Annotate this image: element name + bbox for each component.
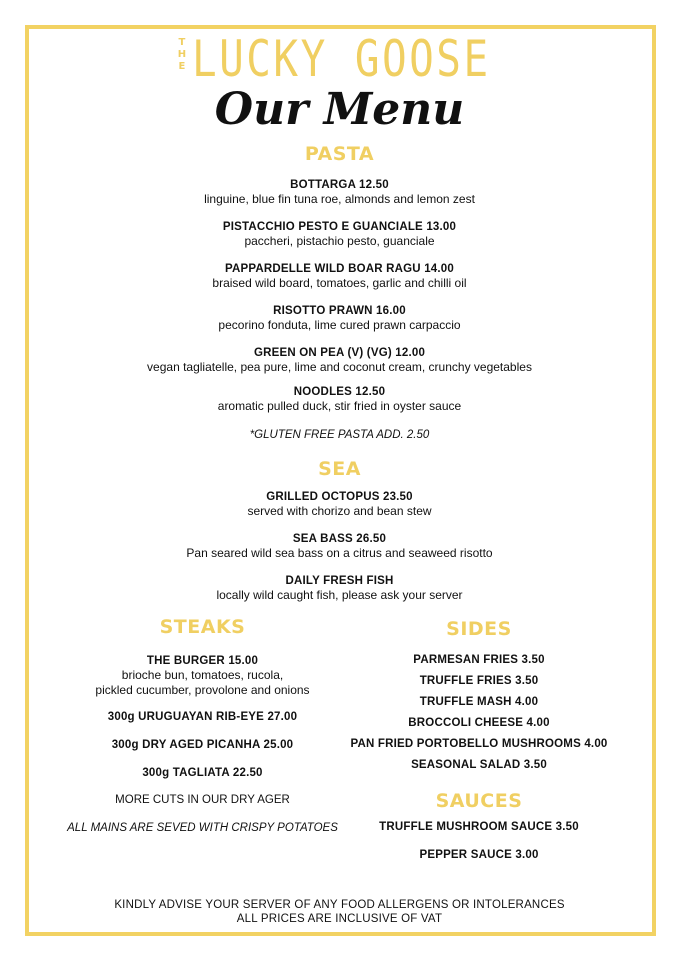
- item-desc: Pan seared wild sea bass on a citrus and seaweed risotto: [186, 546, 493, 560]
- item-name: RISOTTO PRAWN 16.00: [273, 305, 406, 317]
- menu-item: [70, 654, 335, 698]
- item-desc: paccheri, pistachio pesto, guanciale: [244, 234, 435, 248]
- menu-item: [0, 574, 679, 603]
- item-name: NOODLES 12.50: [293, 386, 386, 398]
- menu-item: [0, 346, 679, 375]
- menu-item: [0, 532, 679, 561]
- side-item: BROCCOLI CHEESE 4.00: [408, 717, 550, 729]
- logo-the: [177, 37, 187, 73]
- steak-item: 300g DRY AGED PICANHA 25.00: [111, 739, 294, 751]
- item-name: SEA BASS 26.50: [292, 533, 387, 545]
- footer: [0, 898, 679, 926]
- menu-item: [0, 262, 679, 291]
- item-desc: locally wild caught fish, please ask your server: [216, 588, 463, 602]
- steak-item: 300g TAGLIATA 22.50: [142, 767, 263, 779]
- gluten-free-note: *GLUTEN FREE PASTA ADD. 2.50: [249, 429, 430, 441]
- item-desc: vegan tagliatelle, pea pure, lime and coconut cream, crunchy vegetables: [147, 360, 532, 374]
- item-name: GREEN ON PEA (V) (VG) 12.00: [253, 347, 426, 359]
- menu-item: [0, 220, 679, 249]
- item-desc: aromatic pulled duck, stir fried in oyster sauce: [217, 399, 462, 413]
- side-item: PARMESAN FRIES 3.50: [413, 654, 545, 666]
- item-desc: served with chorizo and bean stew: [247, 504, 432, 518]
- item-desc: pickled cucumber, provolone and onions: [95, 683, 310, 697]
- sauce-item: PEPPER SAUCE 3.00: [419, 849, 539, 861]
- item-name: THE BURGER 15.00: [146, 655, 259, 667]
- item-name: BOTTARGA 12.50: [290, 179, 389, 191]
- footer-vat-line: ALL PRICES ARE INCLUSIVE OF VAT: [236, 913, 443, 925]
- mains-note: ALL MAINS ARE SEVED WITH CRISPY POTATOES: [67, 822, 338, 834]
- logo-wordmark: LUCKY GOOSE: [191, 30, 491, 88]
- side-item: SEASONAL SALAD 3.50: [411, 759, 547, 771]
- logo-the-letter: T: [178, 37, 186, 48]
- footer-allergen-line: KINDLY ADVISE YOUR SERVER OF ANY FOOD ALLERGENS OR INTOLERANCES: [114, 899, 565, 911]
- section-title-pasta: PASTA: [304, 143, 375, 165]
- item-desc: brioche bun, tomatoes, rucola,: [121, 668, 284, 682]
- item-name: GRILLED OCTOPUS 23.50: [266, 491, 413, 503]
- item-desc: pecorino fonduta, lime cured prawn carpaccio: [218, 318, 461, 332]
- menu-item: [0, 490, 679, 519]
- item-name: PAPPARDELLE WILD BOAR RAGU 14.00: [225, 263, 454, 275]
- item-name: PISTACCHIO PESTO E GUANCIALE 13.00: [222, 221, 457, 233]
- sauce-item: TRUFFLE MUSHROOM SAUCE 3.50: [379, 821, 579, 833]
- item-name: DAILY FRESH FISH: [285, 575, 394, 587]
- section-title-sea: SEA: [318, 458, 361, 480]
- more-cuts-note: MORE CUTS IN OUR DRY AGER: [115, 794, 290, 806]
- side-item: TRUFFLE FRIES 3.50: [419, 675, 539, 687]
- logo: [0, 31, 679, 91]
- menu-item: [0, 304, 679, 333]
- side-item: PAN FRIED PORTOBELLO MUSHROOMS 4.00: [350, 738, 608, 750]
- item-desc: linguine, blue fin tuna roe, almonds and lemon zest: [204, 192, 475, 206]
- section-title-sauces: SAUCES: [435, 790, 523, 812]
- item-desc: braised wild board, tomatoes, garlic and chilli oil: [212, 276, 467, 290]
- section-title-steaks: STEAKS: [159, 616, 246, 638]
- steak-item: 300g URUGUAYAN RIB-EYE 27.00: [107, 711, 298, 723]
- logo-the-letter: H: [177, 49, 187, 60]
- logo-the-letter: E: [178, 61, 186, 72]
- section-title-sides: SIDES: [446, 618, 512, 640]
- side-item: TRUFFLE MASH 4.00: [419, 696, 539, 708]
- menu-title: Our Menu: [214, 84, 465, 135]
- menu-item: [0, 385, 679, 414]
- menu-item: [0, 178, 679, 207]
